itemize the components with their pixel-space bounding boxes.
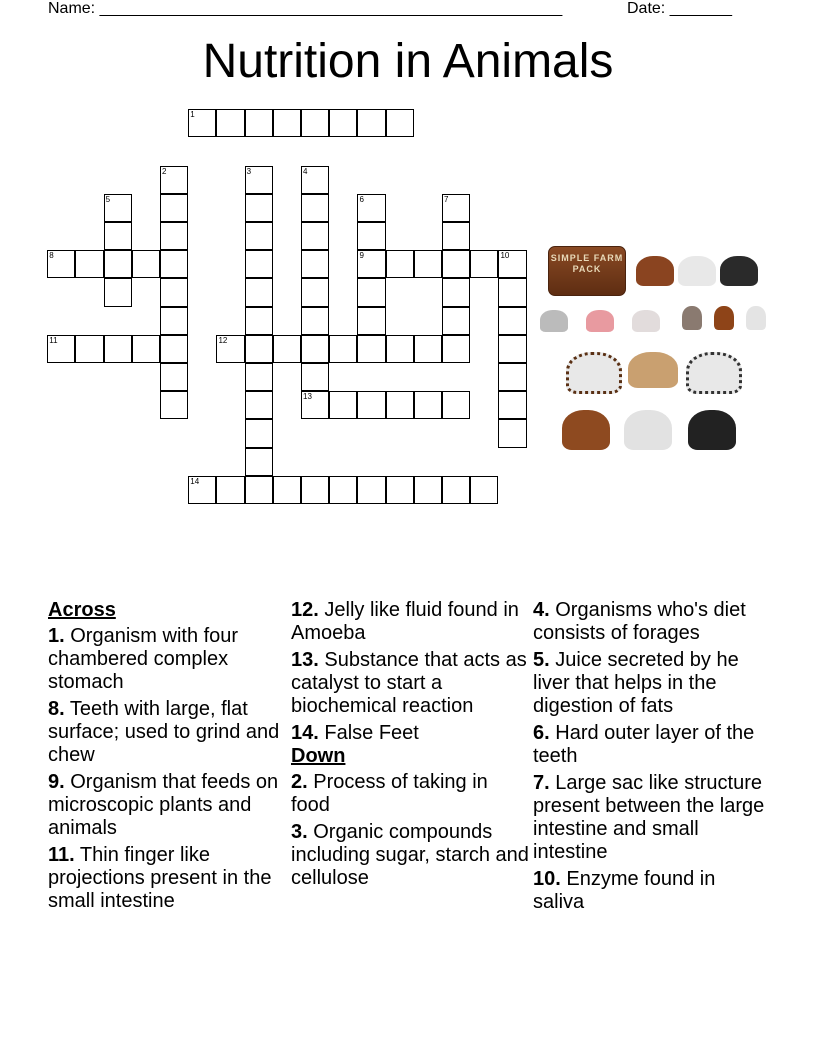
clue-down-5: 5. Juice secreted by he liver that helps in the digestion of fats [533,649,739,717]
grid-cell[interactable] [273,476,301,504]
grid-cell[interactable] [386,391,414,419]
grid-cell[interactable] [357,194,385,222]
grid-cell[interactable] [498,278,526,306]
chicken-brown-icon [714,306,734,330]
date-field[interactable]: Date: _______ [627,0,732,17]
clue-number: 10 [500,251,510,261]
horse-white-icon [624,410,672,450]
clue-number: 5 [105,194,111,204]
grid-cell[interactable] [301,222,329,250]
sheep-black-icon [720,256,758,286]
horse-brown-icon [562,410,610,450]
grid-cell[interactable] [301,335,329,363]
grid-cell[interactable] [245,448,273,476]
grid-cell[interactable] [245,250,273,278]
clue-across-13: 13. Substance that acts as catalyst to start a biochemical reaction [291,649,527,717]
grid-cell[interactable] [132,335,160,363]
clue-across-14: 14. False Feet [291,722,419,744]
grid-cell[interactable] [301,166,329,194]
grid-cell[interactable] [357,391,385,419]
clue-number: 2 [162,166,167,176]
grid-cell[interactable] [245,307,273,335]
pig-white-icon [632,310,660,332]
grid-cell[interactable] [245,335,273,363]
clue-across-8: 8. Teeth with large, flat surface; used to grind and chew [48,698,280,766]
down-heading: Down [291,745,346,767]
grid-cell[interactable] [301,391,329,419]
grid-cell[interactable] [386,250,414,278]
clue-down-10: 10. Enzyme found in saliva [533,868,716,913]
grid-cell[interactable] [273,335,301,363]
chicken-white-icon [746,306,766,330]
grid-cell[interactable] [414,391,442,419]
grid-cell[interactable] [414,335,442,363]
grid-cell[interactable] [498,335,526,363]
grid-cell[interactable] [245,166,273,194]
grid-cell[interactable] [188,109,216,137]
grid-cell[interactable] [104,250,132,278]
grid-cell[interactable] [245,391,273,419]
farm-pack-image [536,244,776,464]
grid-cell[interactable] [329,476,357,504]
grid-cell[interactable] [132,250,160,278]
grid-cell[interactable] [160,250,188,278]
cow-black-icon [686,352,742,394]
grid-cell[interactable] [160,363,188,391]
cow-brown-icon [566,352,622,394]
grid-cell[interactable] [160,194,188,222]
grid-cell[interactable] [442,335,470,363]
grid-cell[interactable] [245,109,273,137]
page-title: Nutrition in Animals [202,35,614,88]
grid-cell[interactable] [498,419,526,447]
grid-cell[interactable] [160,335,188,363]
clue-down-4: 4. Organisms who's diet consists of forages [533,599,746,644]
grid-cell[interactable] [357,335,385,363]
grid-cell[interactable] [386,109,414,137]
grid-cell[interactable] [442,194,470,222]
grid-cell[interactable] [301,476,329,504]
grid-cell[interactable] [498,307,526,335]
grid-cell[interactable] [104,194,132,222]
clue-number: 3 [246,166,252,176]
clue-number: 6 [359,194,364,204]
grid-cell[interactable] [498,250,526,278]
sheep-brown-icon [636,256,674,286]
grid-cell[interactable] [414,250,442,278]
grid-cell[interactable] [245,476,273,504]
clue-across-12: 12. Jelly like fluid found in Amoeba [291,599,519,644]
grid-cell[interactable] [160,166,188,194]
grid-cell[interactable] [160,391,188,419]
grid-cell[interactable] [75,335,103,363]
sheep-white-icon [678,256,716,286]
grid-cell[interactable] [357,278,385,306]
name-field[interactable]: Name: ____________________________________________________ [48,0,563,17]
clues-column-2 [291,599,529,894]
grid-cell[interactable] [216,476,244,504]
grid-cell[interactable] [160,278,188,306]
grid-cell[interactable] [160,222,188,250]
grid-cell[interactable] [301,250,329,278]
grid-cell[interactable] [498,391,526,419]
grid-cell[interactable] [442,222,470,250]
clue-across-1: 1. Organism with four chambered complex stomach [48,625,239,693]
cow-tan-icon [628,352,678,388]
grid-cell[interactable] [301,363,329,391]
grid-cell[interactable] [442,391,470,419]
across-heading: Across [48,599,116,621]
horse-black-icon [688,410,736,450]
grid-cell[interactable] [245,419,273,447]
grid-cell[interactable] [414,476,442,504]
clue-down-6: 6. Hard outer layer of the teeth [533,722,755,767]
pig-pink-icon [586,310,614,332]
clue-number: 1 [190,110,195,120]
grid-cell[interactable] [47,335,75,363]
clue-number: 12 [218,335,228,345]
clue-number: 14 [190,476,200,486]
grid-cell[interactable] [160,307,188,335]
clue-number: 11 [49,335,58,345]
grid-cell[interactable] [301,194,329,222]
grid-cell[interactable] [498,363,526,391]
grid-cell[interactable] [357,109,385,137]
grid-cell[interactable] [386,335,414,363]
pig-spotted-icon [540,310,568,332]
clue-across-11: 11. Thin finger like projections present in the small intestine [48,844,272,912]
grid-cell[interactable] [357,250,385,278]
grid-cell[interactable] [245,194,273,222]
clues-column-1 [48,599,286,917]
grid-cell[interactable] [75,250,103,278]
grid-cell[interactable] [216,109,244,137]
clue-number: 4 [303,166,308,176]
clue-down-2: 2. Process of taking in food [291,771,488,816]
grid-cell[interactable] [357,307,385,335]
grid-cell[interactable] [357,476,385,504]
clues-column-3 [533,599,771,918]
clue-number: 7 [444,194,449,204]
chicken-grey-icon [682,306,702,330]
grid-cell[interactable] [301,307,329,335]
grid-cell[interactable] [104,222,132,250]
grid-cell[interactable] [470,476,498,504]
grid-cell[interactable] [386,476,414,504]
grid-cell[interactable] [442,278,470,306]
grid-cell[interactable] [329,335,357,363]
clue-across-9: 9. Organism that feeds on microscopic plants and animals [48,771,279,839]
grid-cell[interactable] [329,109,357,137]
clue-number: 9 [359,251,364,261]
clue-number: 13 [303,392,312,402]
grid-cell[interactable] [442,307,470,335]
clue-number: 8 [49,251,54,261]
grid-cell[interactable] [245,363,273,391]
grid-cell[interactable] [301,278,329,306]
grid-cell[interactable] [470,250,498,278]
grid-cell[interactable] [216,335,244,363]
grid-cell[interactable] [442,250,470,278]
grid-cell[interactable] [357,222,385,250]
clue-down-3: 3. Organic compounds including sugar, starch and cellulose [291,821,529,889]
farm-pack-sign: SIMPLE FARM PACK [548,246,626,296]
grid-cell[interactable] [442,476,470,504]
grid-cell[interactable] [301,109,329,137]
grid-cell[interactable] [329,391,357,419]
grid-cell[interactable] [273,109,301,137]
grid-cell[interactable] [104,335,132,363]
grid-cell[interactable] [245,278,273,306]
grid-cell[interactable] [188,476,216,504]
grid-cell[interactable] [47,250,75,278]
clue-down-7: 7. Large sac like structure present between the large intestine and small intestine [533,772,765,863]
grid-cell[interactable] [245,222,273,250]
grid-cell[interactable] [104,278,132,306]
